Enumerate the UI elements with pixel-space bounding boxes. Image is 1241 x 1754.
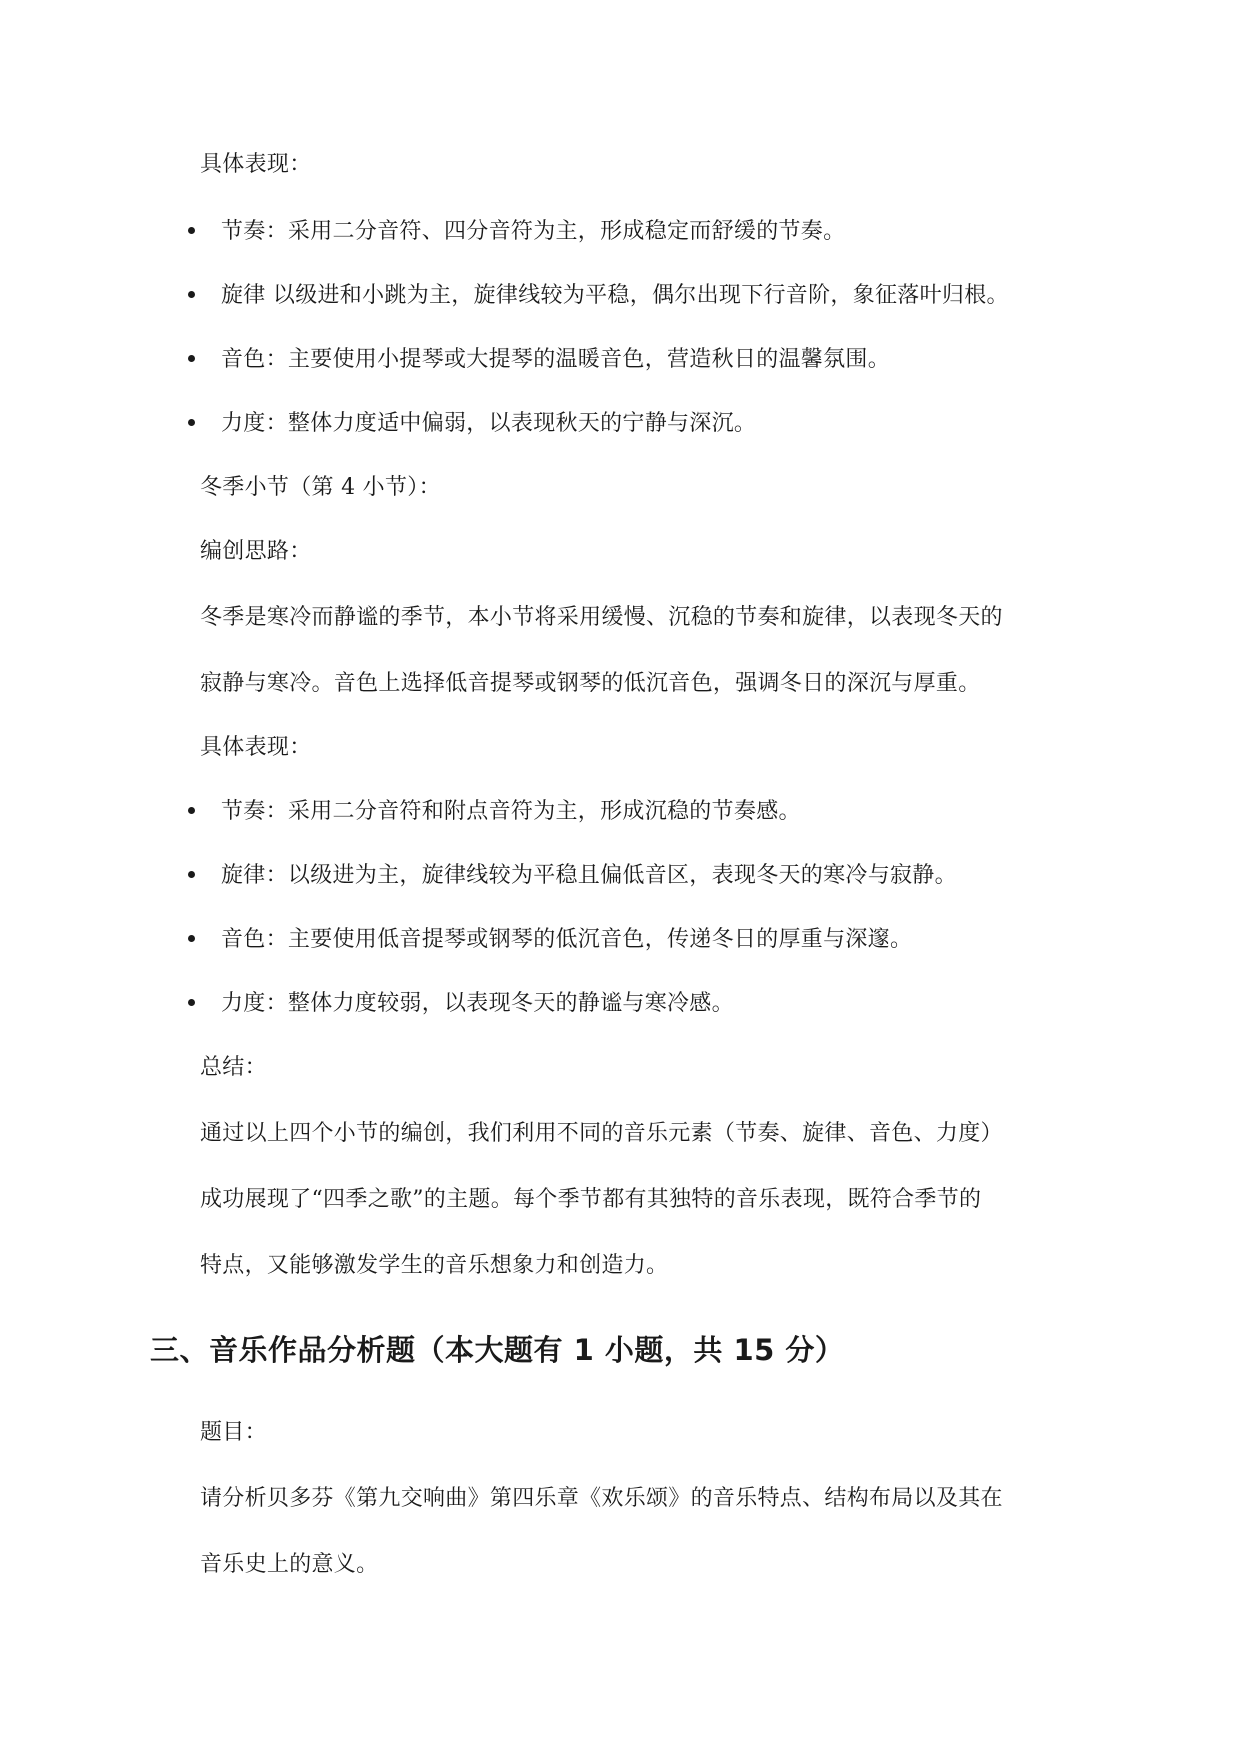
summary-line-1: 通过以上四个小节的编创，我们利用不同的音乐元素（节奏、旋律、音色、力度） (200, 1121, 1003, 1146)
bullet-icon (188, 227, 195, 234)
bullet-text: 音色：主要使用小提琴或大提琴的温暖音色，营造秋日的温馨氛围。 (221, 347, 891, 372)
bullet-icon (188, 871, 195, 878)
bullet-icon (188, 291, 195, 298)
bullet-text: 音色：主要使用低音提琴或钢琴的低沉音色，传递冬日的厚重与深邃。 (221, 927, 913, 952)
bullet-icon (188, 355, 195, 362)
autumn-bullet-rhythm (188, 217, 845, 247)
bullet-text: 节奏：采用二分音符、四分音符为主，形成稳定而舒缓的节奏。 (221, 219, 846, 244)
bullet-text: 旋律：以级进为主，旋律线较为平稳且偏低音区，表现冬天的寒冷与寂静。 (221, 863, 957, 888)
summary-line-2: 成功展现了“四季之歌”的主题。每个季节都有其独特的音乐表现，既符合季节的 (200, 1187, 982, 1212)
winter-bullet-dynamics (188, 989, 734, 1019)
bullet-icon (188, 807, 195, 814)
winter-bullet-rhythm (188, 797, 801, 827)
autumn-detail-label: 具体表现： (200, 152, 312, 177)
winter-bullet-melody (188, 861, 957, 891)
bullet-icon (188, 935, 195, 942)
winter-idea-line-2: 寂静与寒冷。音色上选择低音提琴或钢琴的低沉音色，强调冬日的深沉与厚重。 (200, 671, 981, 696)
autumn-bullet-dynamics (188, 409, 756, 439)
question-line-1: 请分析贝多芬《第九交响曲》第四乐章《欢乐颂》的音乐特点、结构布局以及其在 (200, 1486, 1003, 1511)
autumn-bullet-melody (188, 281, 1009, 311)
bullet-icon (188, 419, 195, 426)
bullet-text: 力度：整体力度适中偏弱，以表现秋天的宁静与深沉。 (221, 411, 757, 436)
winter-detail-label: 具体表现： (200, 735, 312, 760)
bullet-text: 旋律 以级进和小跳为主，旋律线较为平稳，偶尔出现下行音阶，象征落叶归根。 (221, 283, 1009, 308)
winter-idea-line-1: 冬季是寒冷而静谧的季节，本小节将采用缓慢、沉稳的节奏和旋律，以表现冬天的 (200, 605, 1003, 630)
question-label: 题目： (200, 1420, 267, 1445)
summary-line-3: 特点，又能够激发学生的音乐想象力和创造力。 (200, 1253, 669, 1278)
bullet-text: 节奏：采用二分音符和附点音符为主，形成沉稳的节奏感。 (221, 799, 801, 824)
bullet-text: 力度：整体力度较弱，以表现冬天的静谧与寒冷感。 (221, 991, 734, 1016)
winter-idea-label: 编创思路： (200, 539, 312, 564)
autumn-bullet-timbre (188, 345, 890, 375)
winter-bullet-timbre (188, 925, 912, 955)
question-line-2: 音乐史上的意义。 (200, 1552, 379, 1577)
summary-label: 总结： (200, 1055, 267, 1080)
winter-title: 冬季小节（第 4 小节）： (200, 475, 441, 500)
section-heading: 三、音乐作品分析题（本大题有 1 小题，共 15 分） (150, 1333, 845, 1367)
bullet-icon (188, 999, 195, 1006)
